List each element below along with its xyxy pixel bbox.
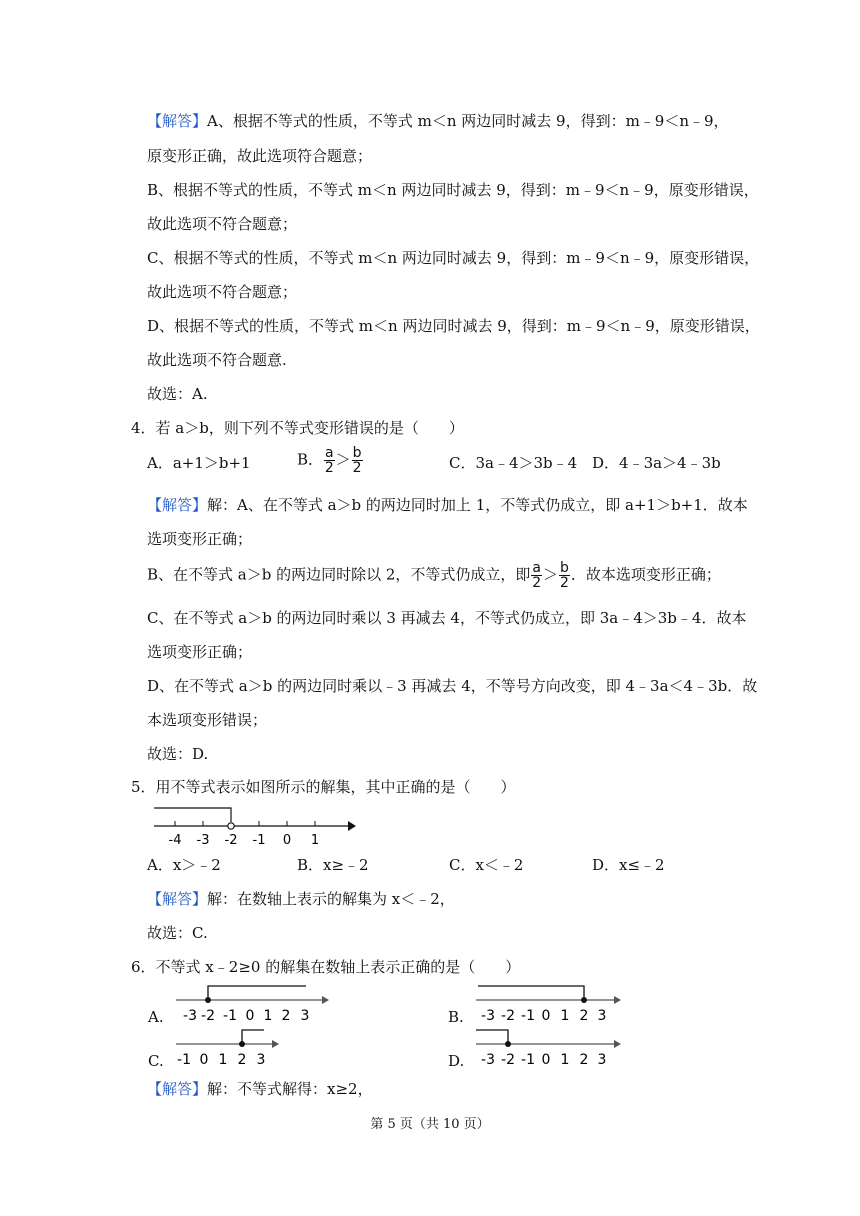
- open-circle: [228, 823, 234, 829]
- solution-bracket: [154, 808, 231, 822]
- tick-label: -2: [224, 833, 238, 848]
- answer-tag: 【解答】: [147, 496, 208, 514]
- q6-number-line-d: [472, 1026, 632, 1070]
- closed-dot: [581, 997, 587, 1003]
- q6-number-line-c: [172, 1026, 284, 1070]
- q4-s5: 选项变形正确；: [147, 643, 253, 661]
- closed-dot: [205, 997, 211, 1003]
- q4-answer-line-1: [147, 494, 748, 516]
- arrow-icon: [614, 996, 621, 1004]
- tick-label: 0: [245, 1008, 255, 1024]
- tick-label: -2: [501, 1052, 515, 1068]
- q6-stem: 6．不等式 x﹣2≥0 的解集在数轴上表示正确的是（ ）: [131, 958, 521, 976]
- tick-label: -4: [168, 833, 182, 848]
- tick-label: 2: [281, 1008, 291, 1024]
- q5-stem: 5．用不等式表示如图所示的解集，其中正确的是（ ）: [131, 778, 516, 796]
- q4-answer-line-3: [147, 561, 721, 590]
- q3-a2: 原变形正确，故此选项符合题意；: [147, 147, 373, 165]
- tick-label: -1: [521, 1008, 535, 1024]
- tick-label: -3: [196, 833, 210, 848]
- frac-num: a: [532, 560, 542, 576]
- tick-label: 3: [597, 1052, 607, 1068]
- q3-d1: D、根据不等式的性质，不等式 m＜n 两边同时减去 9，得到：m﹣9＜n﹣9，原变形错误，: [147, 317, 760, 335]
- fraction-b-over-2: [559, 561, 570, 590]
- frac-den: 2: [532, 575, 542, 591]
- frac-den: 2: [324, 460, 334, 476]
- fraction-a-over-2: [531, 561, 542, 590]
- q3-b2: 故此选项不符合题意；: [147, 215, 298, 233]
- frac-den: 2: [560, 575, 569, 591]
- tick-label: -1: [177, 1052, 191, 1068]
- tick-label: -1: [521, 1052, 535, 1068]
- answer-tag: 【解答】: [147, 112, 208, 130]
- q3-d2: 故此选项不符合题意.: [147, 351, 287, 369]
- gt-sign: ＞: [543, 565, 559, 584]
- q4-stem: 4．若 a＞b，则下列不等式变形错误的是（ ）: [131, 419, 464, 437]
- q5-s1: 解：在数轴上表示的解集为 x＜﹣2，: [207, 890, 455, 908]
- q4-option-d: D．4﹣3a＞4﹣3b: [592, 454, 721, 472]
- q4-s3b: ．故本选项变形正确；: [570, 565, 721, 584]
- page-footer: 第 5 页（共 10 页）: [370, 1117, 490, 1132]
- frac-num: b: [352, 445, 362, 461]
- q4-option-c: C．3a﹣4＞3b﹣4: [449, 454, 578, 472]
- q5-option-a: A．x＞﹣2: [147, 856, 221, 874]
- frac-num: a: [325, 445, 334, 461]
- q4-s2: 选项变形正确；: [147, 530, 253, 548]
- q6-s1: 解：不等式解得：x≥2，: [207, 1080, 373, 1098]
- q4-option-b-prefix: B．: [297, 450, 324, 469]
- q4-option-a: A．a+1＞b+1: [147, 454, 251, 472]
- tick-label: -3: [481, 1052, 495, 1068]
- solution-bracket: [478, 986, 584, 1000]
- q3-b1: B、根据不等式的性质，不等式 m＜n 两边同时减去 9，得到：m﹣9＜n﹣9，原变形错误，: [147, 181, 759, 199]
- q5-option-b: B．x≥﹣2: [297, 856, 369, 874]
- gt-sign: ＞: [335, 450, 351, 469]
- arrow-icon: [272, 1040, 279, 1048]
- closed-dot: [239, 1041, 245, 1047]
- tick-label: -3: [183, 1008, 197, 1024]
- q3-answer-line-1: [147, 110, 729, 132]
- frac-num: b: [560, 560, 569, 576]
- tick-label: 1: [560, 1008, 570, 1024]
- tick-label: 2: [579, 1008, 589, 1024]
- q5-number-line: [148, 800, 358, 850]
- arrow-icon: [614, 1040, 621, 1048]
- tick-label: -1: [252, 833, 266, 848]
- tick-label: 0: [541, 1008, 551, 1024]
- solution-bracket: [476, 1030, 508, 1044]
- q4-s1: 解：A、在不等式 a＞b 的两边同时加上 1，不等式仍成立，即 a+1＞b+1．故本: [207, 496, 748, 514]
- q6-label-c: C.: [148, 1052, 164, 1070]
- tick-label: 1: [310, 833, 320, 848]
- q6-label-a: A.: [148, 1008, 164, 1026]
- fraction-b-over-2: [352, 446, 363, 475]
- frac-den: 2: [352, 460, 362, 476]
- tick-label: 0: [282, 833, 292, 848]
- tick-label: 3: [597, 1008, 607, 1024]
- q3-choice: 故选：A.: [147, 385, 208, 403]
- q4-s4: C、在不等式 a＞b 的两边同时乘以 3 再减去 4，不等式仍成立，即 3a﹣4＞3b﹣4．故本: [147, 609, 747, 627]
- solution-bracket: [208, 986, 306, 1000]
- q6-label-b: B.: [448, 1008, 464, 1026]
- tick-label: -1: [223, 1008, 237, 1024]
- q4-s6: D、在不等式 a＞b 的两边同时乘以﹣3 再减去 4，不等号方向改变，即 4﹣3a＜4﹣3b．故: [147, 677, 758, 695]
- q6-number-line-b: [472, 982, 632, 1026]
- tick-label: -3: [481, 1008, 495, 1024]
- fraction-a-over-2: [324, 446, 335, 475]
- q6-answer-line: [147, 1078, 373, 1100]
- answer-tag: 【解答】: [147, 1080, 208, 1098]
- q3-a1b: A、根据不等式的性质，不等式 m＜n 两边同时减去 9，得到：m﹣9＜n﹣9，: [207, 112, 729, 130]
- q4-s3a: B、在不等式 a＞b 的两边同时除以 2，不等式仍成立，即: [147, 565, 531, 584]
- tick-label: 3: [300, 1008, 310, 1024]
- closed-dot: [505, 1041, 511, 1047]
- tick-label: 2: [579, 1052, 589, 1068]
- tick-label: 1: [218, 1052, 228, 1068]
- tick-label: 0: [199, 1052, 209, 1068]
- tick-label: 1: [560, 1052, 570, 1068]
- tick-label: 2: [237, 1052, 247, 1068]
- q5-option-d: D．x≤﹣2: [592, 856, 665, 874]
- tick-label: 1: [263, 1008, 273, 1024]
- q3-c1: C、根据不等式的性质，不等式 m＜n 两边同时减去 9，得到：m﹣9＜n﹣9，原变形错误，: [147, 249, 760, 267]
- q3-c2: 故此选项不符合题意；: [147, 283, 298, 301]
- q4-choice: 故选：D.: [147, 745, 209, 763]
- q4-option-b: [297, 446, 364, 475]
- q6-number-line-a: [172, 982, 332, 1026]
- tick-label: 0: [541, 1052, 551, 1068]
- tick-label: 3: [256, 1052, 266, 1068]
- arrow-icon: [348, 821, 356, 831]
- tick-label: -2: [501, 1008, 515, 1024]
- q6-label-d: D.: [448, 1052, 465, 1070]
- answer-tag: 【解答】: [147, 890, 208, 908]
- arrow-icon: [322, 996, 329, 1004]
- q5-answer-line: [147, 888, 455, 910]
- q4-s7: 本选项变形错误；: [147, 711, 268, 729]
- q5-choice: 故选：C.: [147, 924, 208, 942]
- tick-label: -2: [201, 1008, 215, 1024]
- q5-option-c: C．x＜﹣2: [449, 856, 524, 874]
- solution-bracket: [242, 1030, 264, 1044]
